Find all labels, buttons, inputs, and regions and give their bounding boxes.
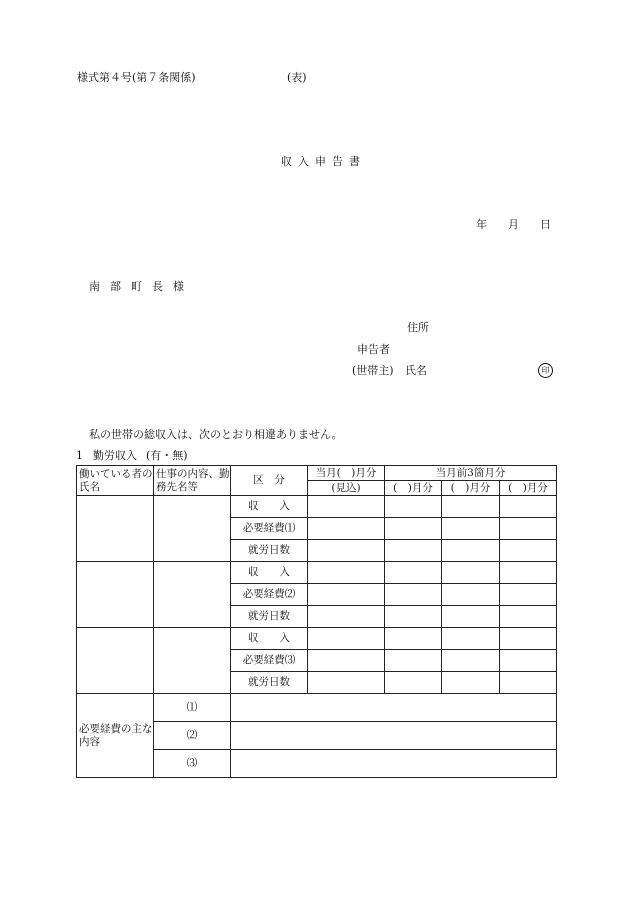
input-cell[interactable] bbox=[500, 562, 557, 584]
input-cell[interactable] bbox=[385, 540, 442, 562]
expense-label: 必要経費⑴ bbox=[231, 518, 308, 540]
input-cell[interactable] bbox=[442, 672, 500, 694]
input-cell[interactable] bbox=[442, 562, 500, 584]
worker-name-cell[interactable] bbox=[77, 562, 154, 628]
input-cell[interactable] bbox=[442, 584, 500, 606]
input-cell[interactable] bbox=[385, 628, 442, 650]
work-days-label: 就労日数 bbox=[231, 540, 308, 562]
declaration-text: 私の世帯の総収入は、次のとおり相違ありません。 bbox=[89, 428, 343, 441]
input-cell[interactable] bbox=[442, 496, 500, 518]
input-cell[interactable] bbox=[308, 606, 385, 628]
section-title: 勤労収入 bbox=[93, 449, 137, 462]
input-cell[interactable] bbox=[385, 606, 442, 628]
householder-label: (世帯主) bbox=[352, 364, 394, 377]
prev-month-1-header: ( )月分 bbox=[385, 481, 442, 496]
input-cell[interactable] bbox=[385, 584, 442, 606]
expense-detail-input-2[interactable] bbox=[231, 722, 557, 750]
worker-name-cell[interactable] bbox=[77, 628, 154, 694]
declarer-label: 申告者 bbox=[357, 343, 390, 356]
income-label: 収 入 bbox=[231, 628, 308, 650]
address-label: 住所 bbox=[407, 321, 429, 334]
input-cell[interactable] bbox=[442, 518, 500, 540]
date-day: 日 bbox=[540, 218, 551, 231]
input-cell[interactable] bbox=[500, 584, 557, 606]
input-cell[interactable] bbox=[500, 540, 557, 562]
input-cell[interactable] bbox=[442, 606, 500, 628]
date-month: 月 bbox=[508, 218, 519, 231]
section-number: 1 bbox=[76, 449, 83, 462]
current-month-header: 当月( )月分 bbox=[308, 466, 385, 481]
document-title: 収入申告書 bbox=[281, 155, 366, 168]
seal-mark bbox=[538, 363, 553, 378]
input-cell[interactable] bbox=[308, 628, 385, 650]
worker-name-header: 働いている者の氏名 bbox=[77, 466, 154, 496]
input-cell[interactable] bbox=[308, 518, 385, 540]
input-cell[interactable] bbox=[385, 650, 442, 672]
expense-marker-3: ⑶ bbox=[154, 750, 231, 778]
input-cell[interactable] bbox=[500, 672, 557, 694]
date-year: 年 bbox=[476, 218, 487, 231]
income-table bbox=[76, 465, 557, 778]
prev-month-2-header: ( )月分 bbox=[442, 481, 500, 496]
input-cell[interactable] bbox=[308, 650, 385, 672]
input-cell[interactable] bbox=[308, 496, 385, 518]
job-cell[interactable] bbox=[154, 496, 231, 562]
input-cell[interactable] bbox=[500, 496, 557, 518]
prev-month-3-header: ( )月分 bbox=[500, 481, 557, 496]
work-days-label: 就労日数 bbox=[231, 606, 308, 628]
income-label: 収 入 bbox=[231, 562, 308, 584]
job-cell[interactable] bbox=[154, 562, 231, 628]
input-cell[interactable] bbox=[385, 496, 442, 518]
income-label: 収 入 bbox=[231, 496, 308, 518]
input-cell[interactable] bbox=[442, 628, 500, 650]
input-cell[interactable] bbox=[308, 584, 385, 606]
input-cell[interactable] bbox=[500, 606, 557, 628]
worker-name-cell[interactable] bbox=[77, 496, 154, 562]
section-presence: (有・無) bbox=[146, 449, 188, 462]
seal-label: 印 bbox=[538, 363, 553, 378]
form-side: (表) bbox=[287, 71, 307, 84]
expense-detail-label: 必要経費の主な内容 bbox=[77, 694, 154, 778]
expense-marker-1: ⑴ bbox=[154, 694, 231, 722]
input-cell[interactable] bbox=[308, 562, 385, 584]
input-cell[interactable] bbox=[442, 540, 500, 562]
expense-detail-input-3[interactable] bbox=[231, 750, 557, 778]
input-cell[interactable] bbox=[308, 540, 385, 562]
expense-label: 必要経費⑶ bbox=[231, 650, 308, 672]
input-cell[interactable] bbox=[500, 628, 557, 650]
addressee: 南部町長様 bbox=[89, 280, 194, 293]
job-header: 仕事の内容、勤務先名等 bbox=[154, 466, 231, 496]
work-days-label: 就労日数 bbox=[231, 672, 308, 694]
input-cell[interactable] bbox=[308, 672, 385, 694]
input-cell[interactable] bbox=[442, 650, 500, 672]
category-header: 区 分 bbox=[231, 466, 308, 496]
job-cell[interactable] bbox=[154, 628, 231, 694]
expense-detail-input-1[interactable] bbox=[231, 694, 557, 722]
input-cell[interactable] bbox=[385, 518, 442, 540]
input-cell[interactable] bbox=[385, 672, 442, 694]
input-cell[interactable] bbox=[500, 518, 557, 540]
prev3-header: 当月前3箇月分 bbox=[385, 466, 557, 481]
expense-marker-2: ⑵ bbox=[154, 722, 231, 750]
input-cell[interactable] bbox=[500, 650, 557, 672]
current-month-note: (見込) bbox=[308, 481, 385, 496]
expense-label: 必要経費⑵ bbox=[231, 584, 308, 606]
input-cell[interactable] bbox=[385, 562, 442, 584]
form-number: 様式第４号(第７条関係) bbox=[77, 71, 196, 84]
name-label: 氏名 bbox=[405, 364, 427, 377]
